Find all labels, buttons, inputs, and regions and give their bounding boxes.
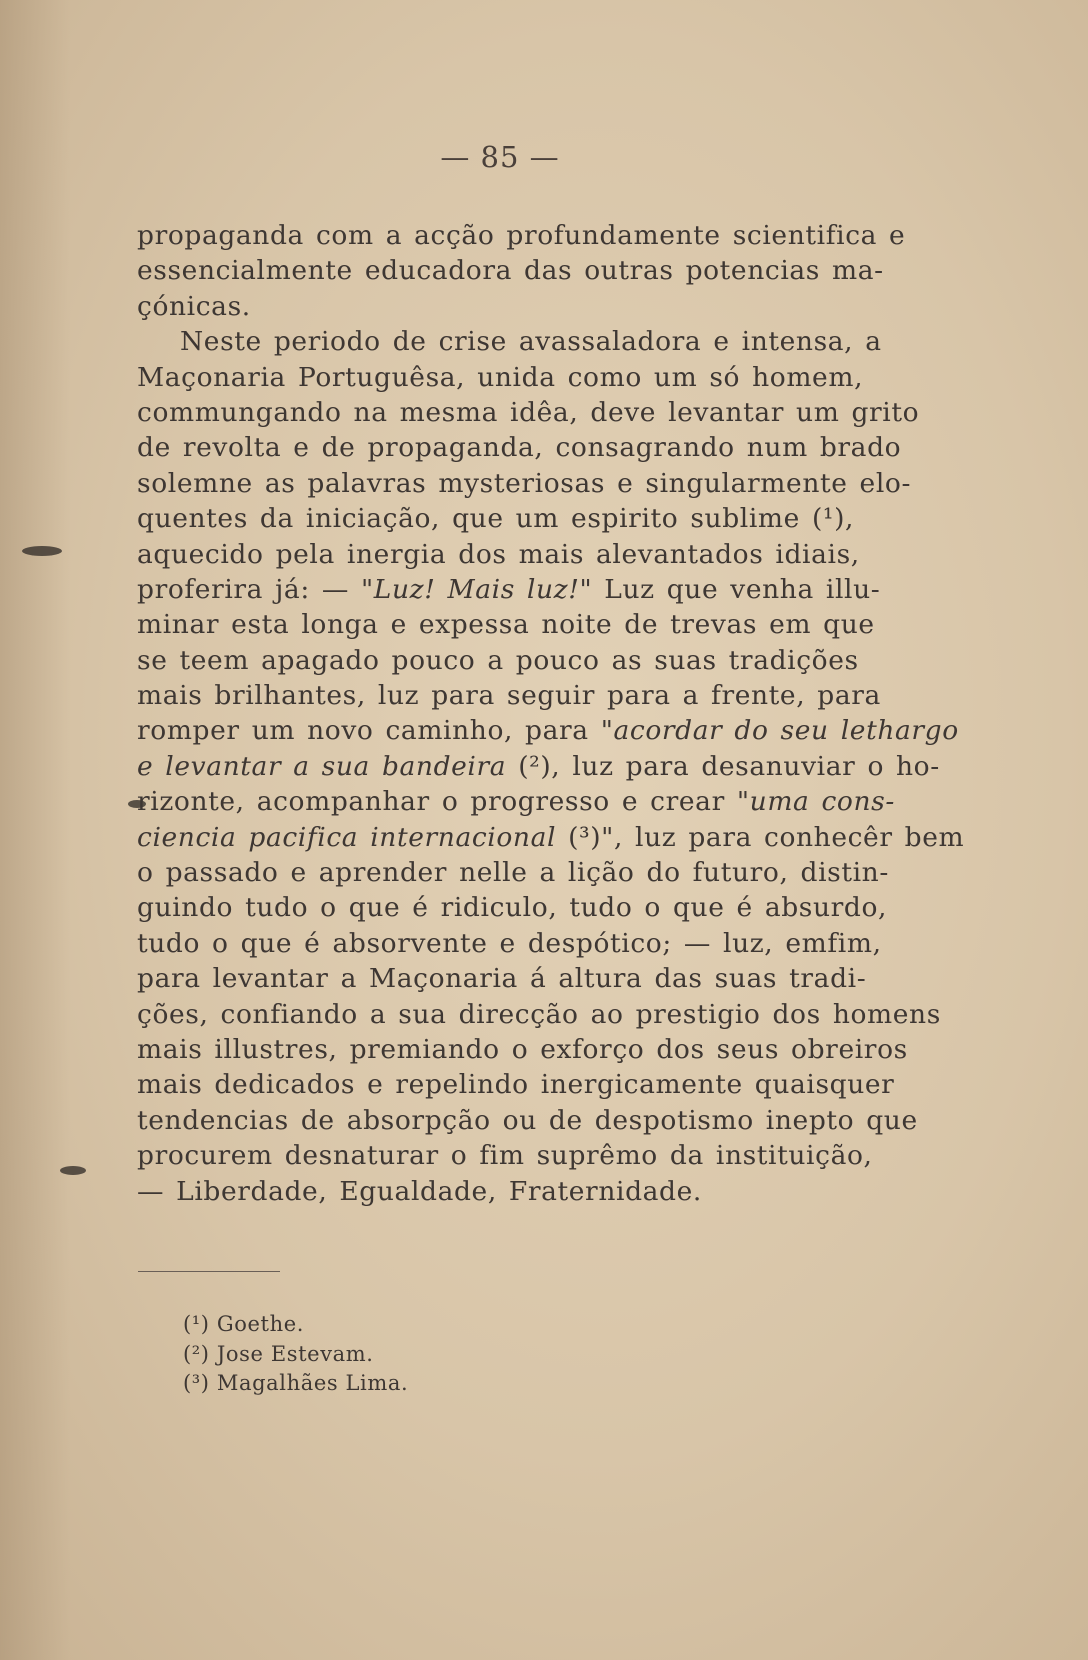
page-number: — 85 — [440, 140, 560, 174]
text-segment: rizonte, acompanhar o progresso e crear " [137, 786, 750, 818]
italic-quote: Luz! Mais luz! [373, 573, 580, 605]
text-line: — Liberdade, Egualdade, Fraternidade. [137, 1175, 702, 1207]
text-line: quentes da iniciação, que um espirito sublime (¹), [137, 503, 855, 535]
italic-quote: uma cons- [749, 786, 895, 818]
italic-quote: e levantar a sua bandeira [137, 750, 507, 782]
italic-quote: acordar do seu lethargo [613, 715, 959, 747]
text-line: procurem desnaturar o fim suprêmo da instituição, [137, 1140, 873, 1172]
text-segment: " Luz que venha illu- [579, 573, 881, 605]
footnote: (³) Magalhães Lima. [183, 1371, 409, 1395]
text-line: tendencias de absorpção ou de despotismo inepto que [137, 1104, 918, 1136]
footnotes [183, 1310, 408, 1399]
text-segment: proferira já: — " [137, 573, 374, 605]
footnote-divider [138, 1271, 280, 1272]
text-segment: (³)", luz para conhecêr bem [556, 821, 965, 853]
footnote: (²) Jose Estevam. [183, 1341, 374, 1366]
text-line: aquecido pela inergia dos mais alevantados idiais, [137, 538, 860, 570]
text-line: guindo tudo o que é ridiculo, tudo o que é absurdo, [137, 892, 888, 924]
italic-quote: ciencia pacifica internacional [137, 821, 557, 853]
text-line [137, 820, 965, 855]
footnote: (¹) Goethe. [183, 1312, 304, 1336]
text-line [137, 572, 881, 607]
paper-damage-mark [60, 1166, 86, 1175]
text-line: Neste periodo de crise avassaladora e intensa, a [180, 326, 882, 358]
text-segment: (²), luz para desanuviar o ho- [506, 750, 940, 782]
text-line [137, 749, 940, 784]
page-edge-shadow [0, 0, 70, 1660]
text-line: tudo o que é absorvente e despótico; — luz, emfim, [137, 927, 882, 959]
text-line: o passado e aprender nelle a lição do futuro, distin- [137, 857, 889, 889]
text-line: solemne as palavras mysteriosas e singularmente elo- [137, 467, 912, 499]
text-line: Maçonaria Portuguêsa, unida como um só homem, [137, 361, 864, 393]
text-line: essencialmente educadora das outras potencias ma- [137, 255, 884, 287]
text-segment: romper um novo caminho, para " [137, 715, 614, 747]
text-line: minar esta longa e expessa noite de trevas em que [137, 609, 875, 641]
paper-damage-mark [22, 546, 62, 556]
text-line: mais illustres, premiando o exforço dos seus obreiros [137, 1033, 908, 1065]
text-line: çónicas. [137, 290, 251, 322]
text-line: mais dedicados e repelindo inergicamente quaisquer [137, 1069, 895, 1101]
text-line: commungando na mesma idêa, deve levantar um grito [137, 396, 920, 428]
text-line: propaganda com a acção profundamente scientifica e [137, 220, 906, 251]
text-line [137, 713, 959, 748]
body-paragraph [137, 218, 965, 1209]
text-line [137, 784, 895, 819]
text-line: mais brilhantes, luz para seguir para a frente, para [137, 680, 881, 712]
text-line: para levantar a Maçonaria á altura das suas tradi- [137, 963, 867, 995]
text-line: de revolta e de propaganda, consagrando num brado [137, 432, 902, 464]
text-line: se teem apagado pouco a pouco as suas tradições [137, 644, 859, 676]
text-line: ções, confiando a sua direcção ao prestigio dos homens [137, 998, 941, 1030]
